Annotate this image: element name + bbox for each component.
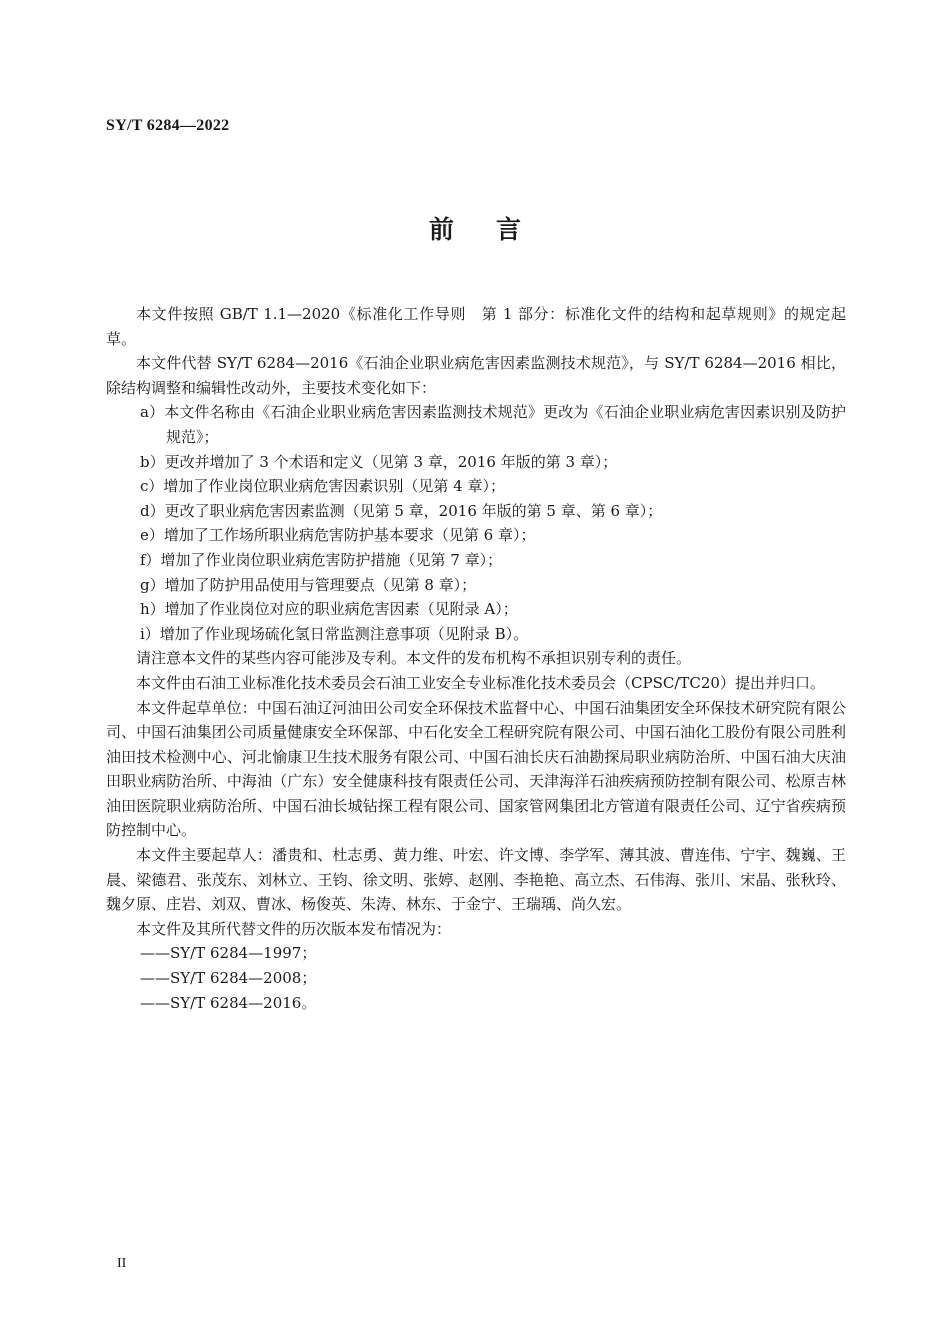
list-item: a）本文件名称由《石油企业职业病危害因素监测技术规范》更改为《石油企业职业病危害因素识别及防护规范》； <box>140 403 846 446</box>
list-item: h）增加了作业岗位对应的职业病危害因素（见附录 A）； <box>140 600 518 619</box>
paragraph-history-intro: 本文件及其所代替文件的历次版本发布情况为： <box>136 919 452 938</box>
paragraph-replacement: 本文件代替 SY/T 6284—2016《石油企业职业病危害因素监测技术规范》，与 SY/T 6284—2016 相比，除结构调整和编辑性改动外，主要技术变化如下： <box>106 354 846 397</box>
paragraph-patent-notice: 请注意本文件的某些内容可能涉及专利。本文件的发布机构不承担识别专利的责任。 <box>136 649 692 668</box>
paragraph-drafters: 本文件主要起草人：潘贵和、杜志勇、黄力维、叶宏、许文博、李学军、薄其波、曹连伟、宁宇、魏巍、王晨、梁德君、张茂东、刘林立、王钧、徐文明、张婷、赵刚、李艳艳、高立杰、石伟海、张川、宋晶、张秋玲、魏夕原、庄岩、刘双、曹冰、杨俊英、朱涛、林东、于金宁、王瑞瑀、尚久宏。 <box>106 846 846 914</box>
paragraph-proposer: 本文件由石油工业标准化技术委员会石油工业安全专业标准化技术委员会（CPSC/TC20）提出并归口。 <box>136 673 825 692</box>
changes-list <box>106 400 846 646</box>
document-body <box>106 302 846 1015</box>
history-list <box>106 941 846 1015</box>
list-item: d）更改了职业病危害因素监测（见第 5 章，2016 年版的第 5 章、第 6 章）； <box>140 501 663 520</box>
list-item: i）增加了作业现场硫化氢日常监测注意事项（见附录 B）。 <box>140 624 529 643</box>
list-item: f）增加了作业岗位职业病危害防护措施（见第 7 章）； <box>140 550 503 569</box>
list-item: g）增加了防护用品使用与管理要点（见第 8 章）； <box>140 575 477 594</box>
history-item: ——SY/T 6284—2008； <box>140 969 317 988</box>
paragraph-drafting-rules: 本文件按照 GB/T 1.1—2020《标准化工作导则 第 1 部分：标准化文件的结构和起草规则》的规定起草。 <box>106 305 846 348</box>
page-title: 前言 <box>428 215 563 244</box>
list-item: e）增加了工作场所职业病危害防护基本要求（见第 6 章）； <box>140 526 536 545</box>
page-number: II <box>117 1256 127 1271</box>
standard-code: SY/T 6284—2022 <box>106 117 230 134</box>
history-item: ——SY/T 6284—1997； <box>140 944 317 963</box>
history-item: ——SY/T 6284—2016。 <box>140 993 317 1012</box>
paragraph-drafting-units: 本文件起草单位：中国石油辽河油田公司安全环保技术监督中心、中国石油集团安全环保技术研究院有限公司、中国石油集团公司质量健康安全环保部、中石化安全工程研究院有限公司、中国石油化工股份有限公司胜利油田技术检测中心、河北愉康卫生技术服务有限公司、中国石油长庆石油勘探局职业病防治所、中国石油大庆油田职业病防治所、中海油（广东）安全健康科技有限责任公司、天津海洋石油疾病预防控制有限公司、松原吉林油田医院职业病防治所、中国石油长城钻探工程有限公司、国家管网集团北方管道有限责任公司、辽宁省疾病预防控制中心。 <box>106 698 846 840</box>
list-item: b）更改并增加了 3 个术语和定义（见第 3 章，2016 年版的第 3 章）； <box>140 452 618 471</box>
list-item: c）增加了作业岗位职业病危害因素识别（见第 4 章）； <box>140 477 505 496</box>
